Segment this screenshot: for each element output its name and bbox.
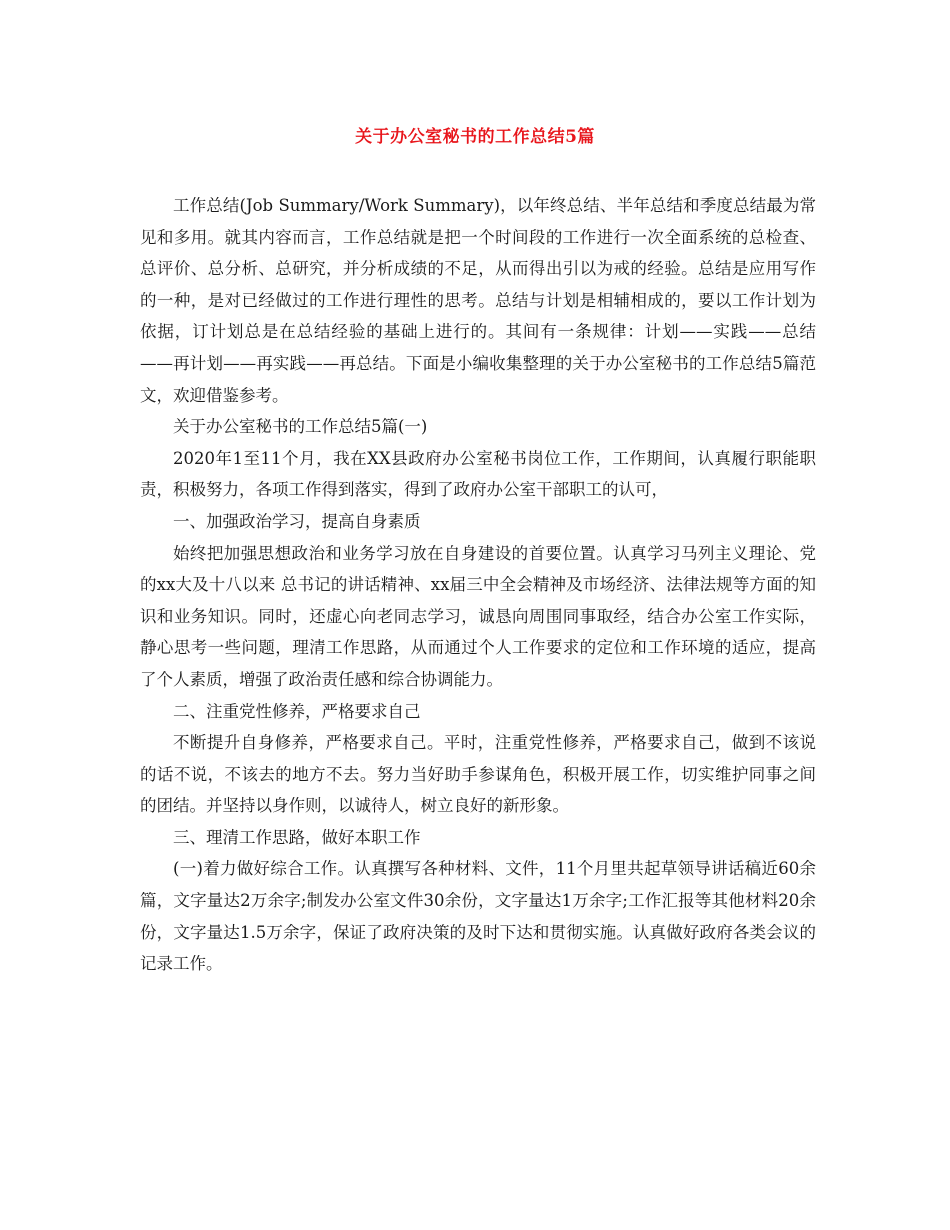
subheading-work-ideas: 三、理清工作思路，做好本职工作 [173,827,421,847]
section-heading-article-one: 关于办公室秘书的工作总结5篇(一) [173,417,428,437]
document-title: 关于办公室秘书的工作总结5篇 [355,127,595,147]
intro-paragraph: 工作总结(Job Summary/Work Summary)，以年终总结、半年总结和季度总结最为常见和多用。就其内容而言，工作总结就是把一个时间段的工作进行一次全面系统的总检查、总评价、总分析、总研究，并分析成绩的不足，从而得出引以为戒的经验。总结是应用写作的一种，是对已经做过的工作进行理性的思考。总结与计划是相辅相成的，要以工作计划为依据，订计划总是在总结经验的基础上进行的。其间有一条规律：计划——实践——总结——再计划——再实践——再总结。下面是小编收集整理的关于办公室秘书的工作总结5篇范文，欢迎借鉴参考。 [140,196,816,405]
paragraph-comprehensive-work: (一)着力做好综合工作。认真撰写各种材料、文件，11个月里共起草领导讲话稿近60余篇，文字量达2万余字;制发办公室文件30余份，文字量达1万余字;工作汇报等其他材料20余份，文字量达1.5万余字，保证了政府决策的及时下达和贯彻实施。认真做好政府各类会议的记录工作。 [140,859,816,974]
document-body [140,190,816,980]
paragraph-party-cultivation: 不断提升自身修养，严格要求自己。平时，注重党性修养，严格要求自己，做到不该说的话不说，不该去的地方不去。努力当好助手参谋角色，积极开展工作，切实维护同事之间的团结。并坚持以身作则，以诚待人，树立良好的新形象。 [140,733,816,816]
subheading-political-study: 一、加强政治学习，提高自身素质 [173,511,421,531]
subheading-party-cultivation: 二、注重党性修养，严格要求自己 [173,701,421,721]
paragraph-overview: 2020年1至11个月，我在XX县政府办公室秘书岗位工作，工作期间，认真履行职能职责，积极努力，各项工作得到落实，得到了政府办公室干部职工的认可， [140,448,816,500]
paragraph-political-study: 始终把加强思想政治和业务学习放在自身建设的首要位置。认真学习马列主义理论、党的xx大及十八以来 总书记的讲话精神、xx届三中全会精神及市场经济、法律法规等方面的知识和业务知识。同时，还虚心向老同志学习，诚恳向周围同事取经，结合办公室工作实际，静心思考一些问题，理清工作思路，从而通过个人工作要求的定位和工作环境的适应，提高了个人素质，增强了政治责任感和综合协调能力。 [140,543,816,689]
